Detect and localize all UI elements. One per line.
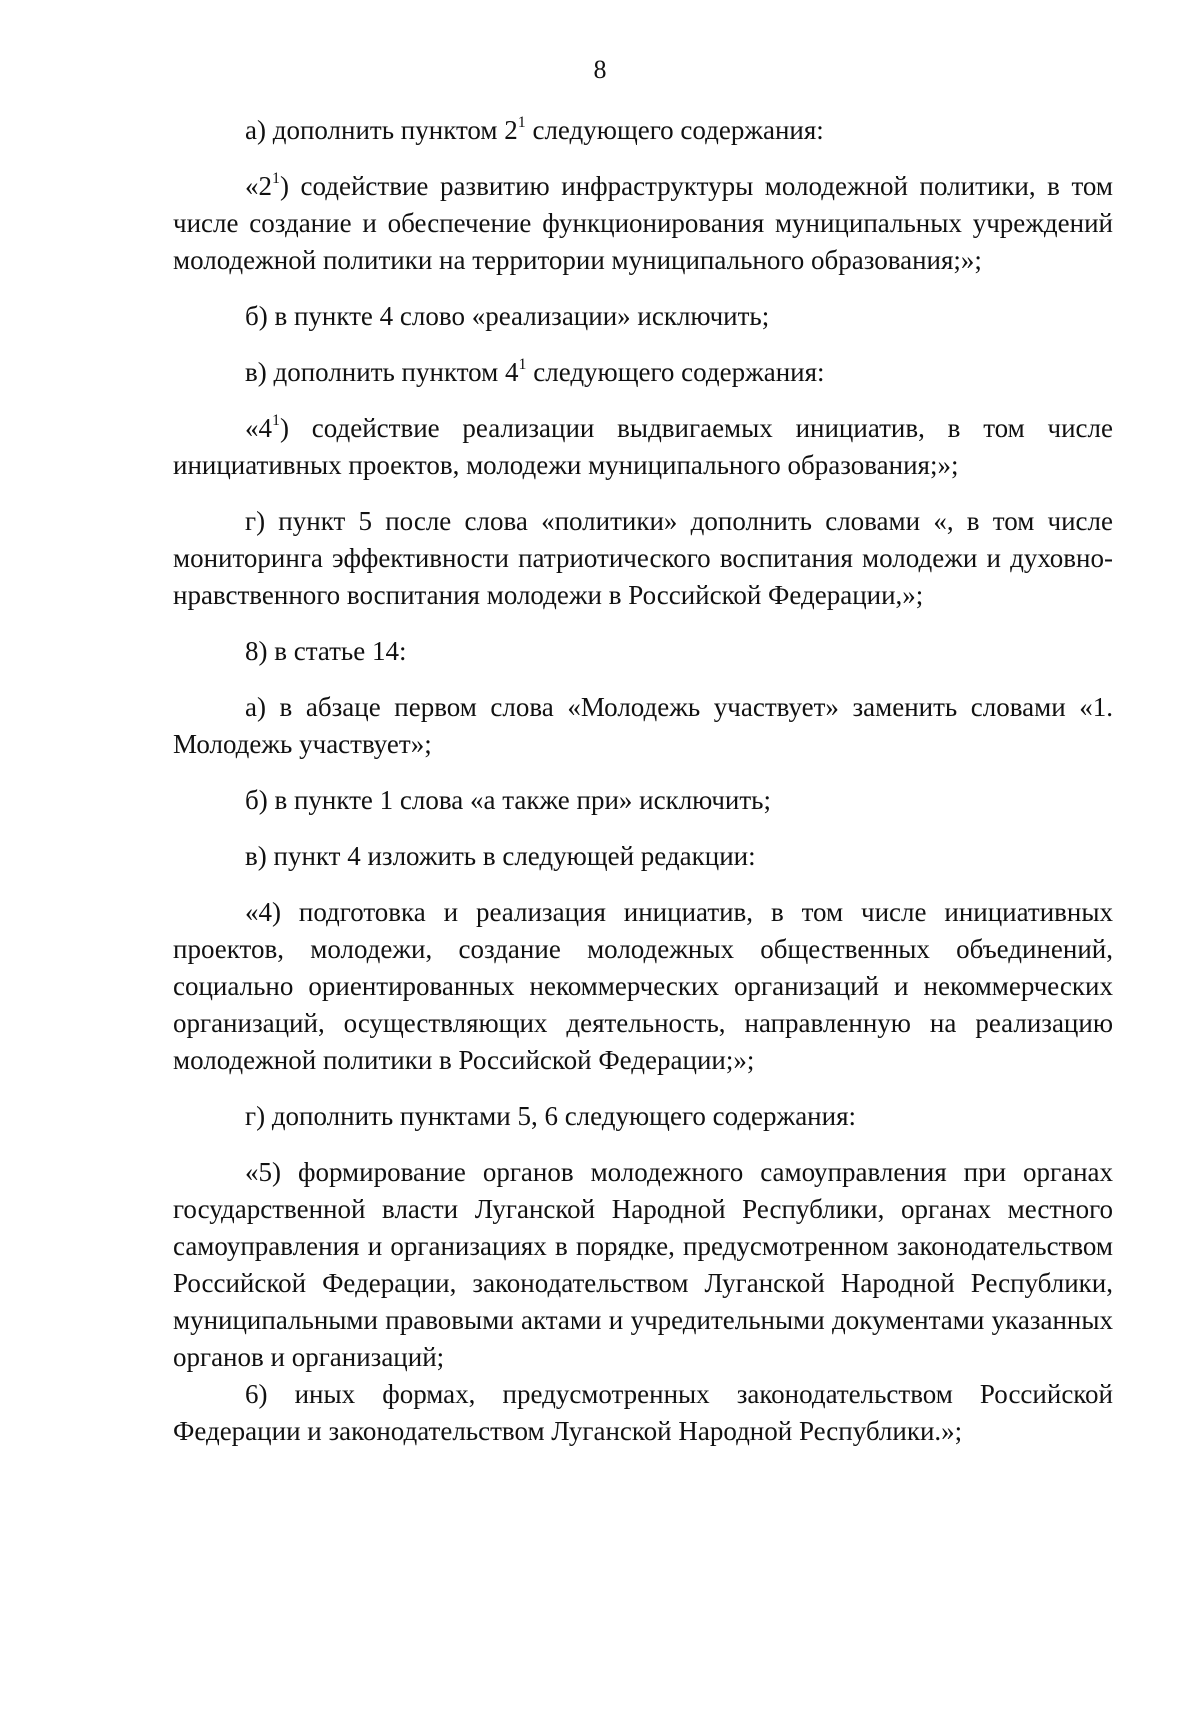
paragraph-text: в) пункт 4 изложить в следующей редакции: [245, 841, 756, 871]
paragraph-item-v-add-point-4-1 [173, 354, 1113, 391]
paragraph-art14-point-6-text [173, 1376, 1113, 1450]
paragraph-art14-item-g [173, 1098, 1113, 1135]
paragraph-text: 8) в статье 14: [245, 636, 407, 666]
paragraph-text: г) дополнить пунктами 5, 6 следующего содержания: [245, 1101, 856, 1131]
document-body [173, 112, 1113, 1469]
paragraph-text: г) пункт 5 после слова «политики» дополнить словами «, в том числе мониторинга эффективности патриотического воспитания молодежи и духовно-нравственного воспитания молодежи в Российской Федерации,»; [173, 506, 1113, 610]
paragraph-text: ) содействие реализации выдвигаемых инициатив, в том числе инициативных проектов, молодежи муниципального образования;»; [173, 413, 1113, 480]
paragraph-item-g-point-5 [173, 503, 1113, 614]
paragraph-item-a-add-point-2-1 [173, 112, 1113, 149]
paragraph-art14-item-b [173, 782, 1113, 819]
paragraph-text: «2 [245, 171, 272, 201]
superscript: 1 [272, 170, 280, 187]
paragraph-art14-point-4-text [173, 894, 1113, 1079]
page-number: 8 [593, 55, 607, 84]
paragraph-art14-point-5-text [173, 1154, 1113, 1376]
paragraph-text: «4) подготовка и реализация инициатив, в том числе инициативных проектов, молодежи, создание молодежных общественных объединений, социально ориентированных некоммерческих организаций и некоммерческих организаций, осуществляющих деятельность, направленную на реализацию молодежной политики в Российской Федерации;»; [173, 897, 1113, 1075]
paragraph-text: «4 [245, 413, 272, 443]
paragraph-point-2-1-text [173, 168, 1113, 279]
paragraph-text: а) в абзаце первом слова «Молодежь участвует» заменить словами «1. Молодежь участвует»; [173, 692, 1113, 759]
paragraph-art14-item-a [173, 689, 1113, 763]
superscript: 1 [518, 356, 527, 373]
paragraph-item-b-point-4 [173, 298, 1113, 335]
paragraph-text: следующего содержания: [526, 357, 825, 387]
paragraph-text: б) в пункте 4 слово «реализации» исключить; [245, 301, 770, 331]
paragraph-text: ) содействие развитию инфраструктуры молодежной политики, в том числе создание и обеспечение функционирования муниципальных учреждений молодежной политики на территории муниципального образования;»; [173, 171, 1113, 275]
paragraph-text: «5) формирование органов молодежного самоуправления при органах государственной власти Луганской Народной Республики, органах местного самоуправления и организациях в порядке, предусмотренном законодательством Российской Федерации, законодательством Луганской Народной Республики, муниципальными правовыми актами и учредительными документами указанных органов и организаций; [173, 1157, 1113, 1372]
paragraph-text: в) дополнить пунктом 4 [245, 357, 519, 387]
superscript: 1 [272, 412, 280, 429]
paragraph-text: а) дополнить пунктом 2 [245, 115, 518, 145]
paragraph-article-14 [173, 633, 1113, 670]
paragraph-text: б) в пункте 1 слова «а также при» исключить; [245, 785, 771, 815]
paragraph-text: следующего содержания: [525, 115, 824, 145]
paragraph-point-4-1-text [173, 410, 1113, 484]
superscript: 1 [517, 114, 526, 131]
paragraph-art14-item-v [173, 838, 1113, 875]
paragraph-text: 6) иных формах, предусмотренных законодательством Российской Федерации и законодательством Луганской Народной Республики.»; [173, 1379, 1113, 1446]
